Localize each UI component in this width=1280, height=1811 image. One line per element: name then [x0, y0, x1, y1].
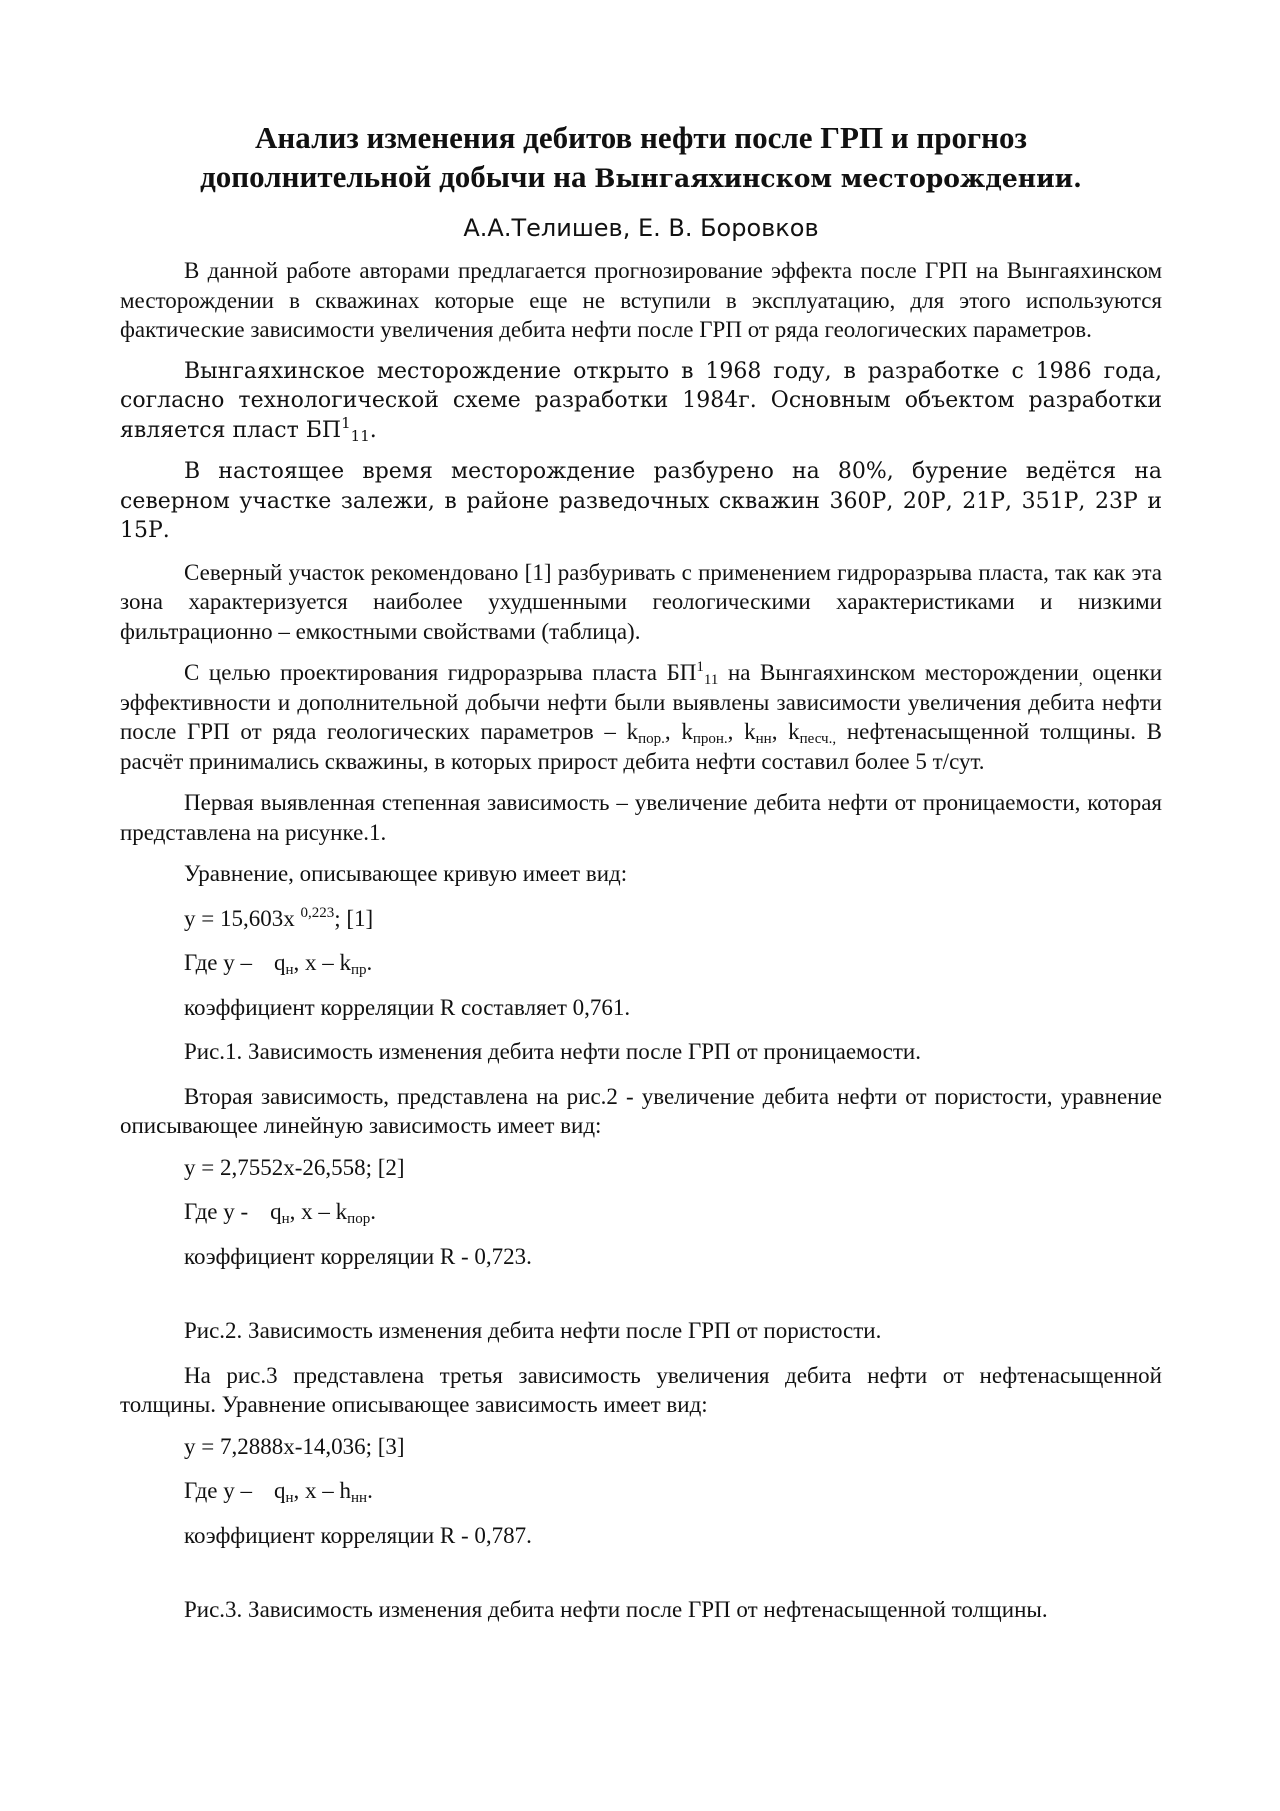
paragraph-northern-area: Северный участок рекомендовано [1] разбуривать с применением гидроразрыва пласта, так как эта зона характеризуется наиболее ухудшенными геологическими характеристиками и низкими фильтрационно – емкостными свойствами (таблица).	[120, 559, 1162, 644]
title-line-2a: дополнительной добычи на	[200, 159, 595, 194]
document-page	[120, 118, 1162, 1640]
paragraph-second-dependency: Вторая зависимость, представлена на рис.2 - увеличение дебита нефти от пористости, уравнение описывающее линейную зависимость имеет вид:	[120, 1083, 1162, 1138]
equation-1-where: Где y – $q_н$, x – $k_{пр}$.	[184, 950, 373, 978]
spacer	[120, 1565, 1162, 1595]
paragraph-third-dependency: На рис.3 представлена третья зависимость увеличения дебита нефти от нефтенасыщенной толщины. Уравнение описывающее зависимость имеет вид:	[120, 1362, 1162, 1417]
equation-3-where: Где y – $q_н$, x – $h_{нн}$.	[184, 1478, 373, 1506]
equation-3-correlation: коэффициент корреляции R - 0,787.	[184, 1522, 532, 1548]
paragraph-drilling-status: В настоящее время месторождение разбурено на 80%, бурение ведётся на северном участке залежи, в районе разведочных скважин 360Р, 20Р, 21Р, 351Р, 23Р и 15Р.	[120, 459, 1162, 543]
equation-1-correlation: коэффициент корреляции R составляет 0,761.	[184, 994, 631, 1020]
equation-2-where: Где y - $q_н$, x – $k_{пор}$.	[184, 1199, 376, 1227]
paragraph-first-dependency: Первая выявленная степенная зависимость – увеличение дебита нефти от проницаемости, которая представлена на рисунке.1.	[120, 790, 1162, 845]
spacer	[120, 1286, 1162, 1316]
paragraph-intro: В данной работе авторами предлагается прогнозирование эффекта после ГРП на Вынгаяхинском месторождении в скважинах которые еще не вступили в эксплуатацию, для этого используются фактические зависимости увеличения дебита нефти после ГРП от ряда геологических параметров.	[120, 258, 1162, 342]
paragraph-field-history: Вынгаяхинское месторождение открыто в 1968 году, в разработке с 1986 года, согласно технологической схеме разработки 1984г. Основным объектом разработки является пласт $БП^1_{11}$.	[120, 358, 1162, 445]
title-line-2b: Вынгаяхинском месторождении.	[594, 164, 1082, 193]
equation-2-correlation: коэффициент корреляции R - 0,723.	[184, 1243, 532, 1269]
figure-1-caption: Рис.1. Зависимость изменения дебита нефти после ГРП от проницаемости.	[184, 1039, 921, 1064]
document-title	[120, 118, 1162, 198]
authors: А.А.Телишев, Е. В. Боровков	[463, 214, 819, 242]
title-line-1: Анализ изменения дебитов нефти после ГРП и прогноз	[255, 120, 1027, 155]
paragraph-design-goals: С целью проектирования гидроразрыва пласта $БП^1_{11}$ на Вынгаяхинском месторождении$_,$ оценки эффективности и дополнительной добычи нефти были выявлены зависимости увеличения дебита нефти после ГРП от ряда геологических параметров – $k_{пор.}$, $k_{прон.}$, $k_{нн}$, $k_{песч.,}$ нефтенасыщенной толщины. В расчёт принимались скважины, в которых прирост дебита нефти составил более 5 т/сут.	[120, 659, 1162, 774]
equation-1-formula: y = 15,603x $^{0,223}$; [1]	[184, 904, 374, 931]
equation-2-formula: y = 2,7552x-26,558; [2]	[184, 1154, 405, 1180]
figure-2-caption: Рис.2. Зависимость изменения дебита нефти после ГРП от пористости.	[184, 1318, 882, 1343]
equation-3-formula: y = 7,2888x-14,036; [3]	[184, 1433, 405, 1459]
equation-1-intro: Уравнение, описывающее кривую имеет вид:	[184, 861, 628, 886]
figure-3-caption: Рис.3. Зависимость изменения дебита нефти после ГРП от нефтенасыщенной толщины.	[184, 1597, 1048, 1622]
